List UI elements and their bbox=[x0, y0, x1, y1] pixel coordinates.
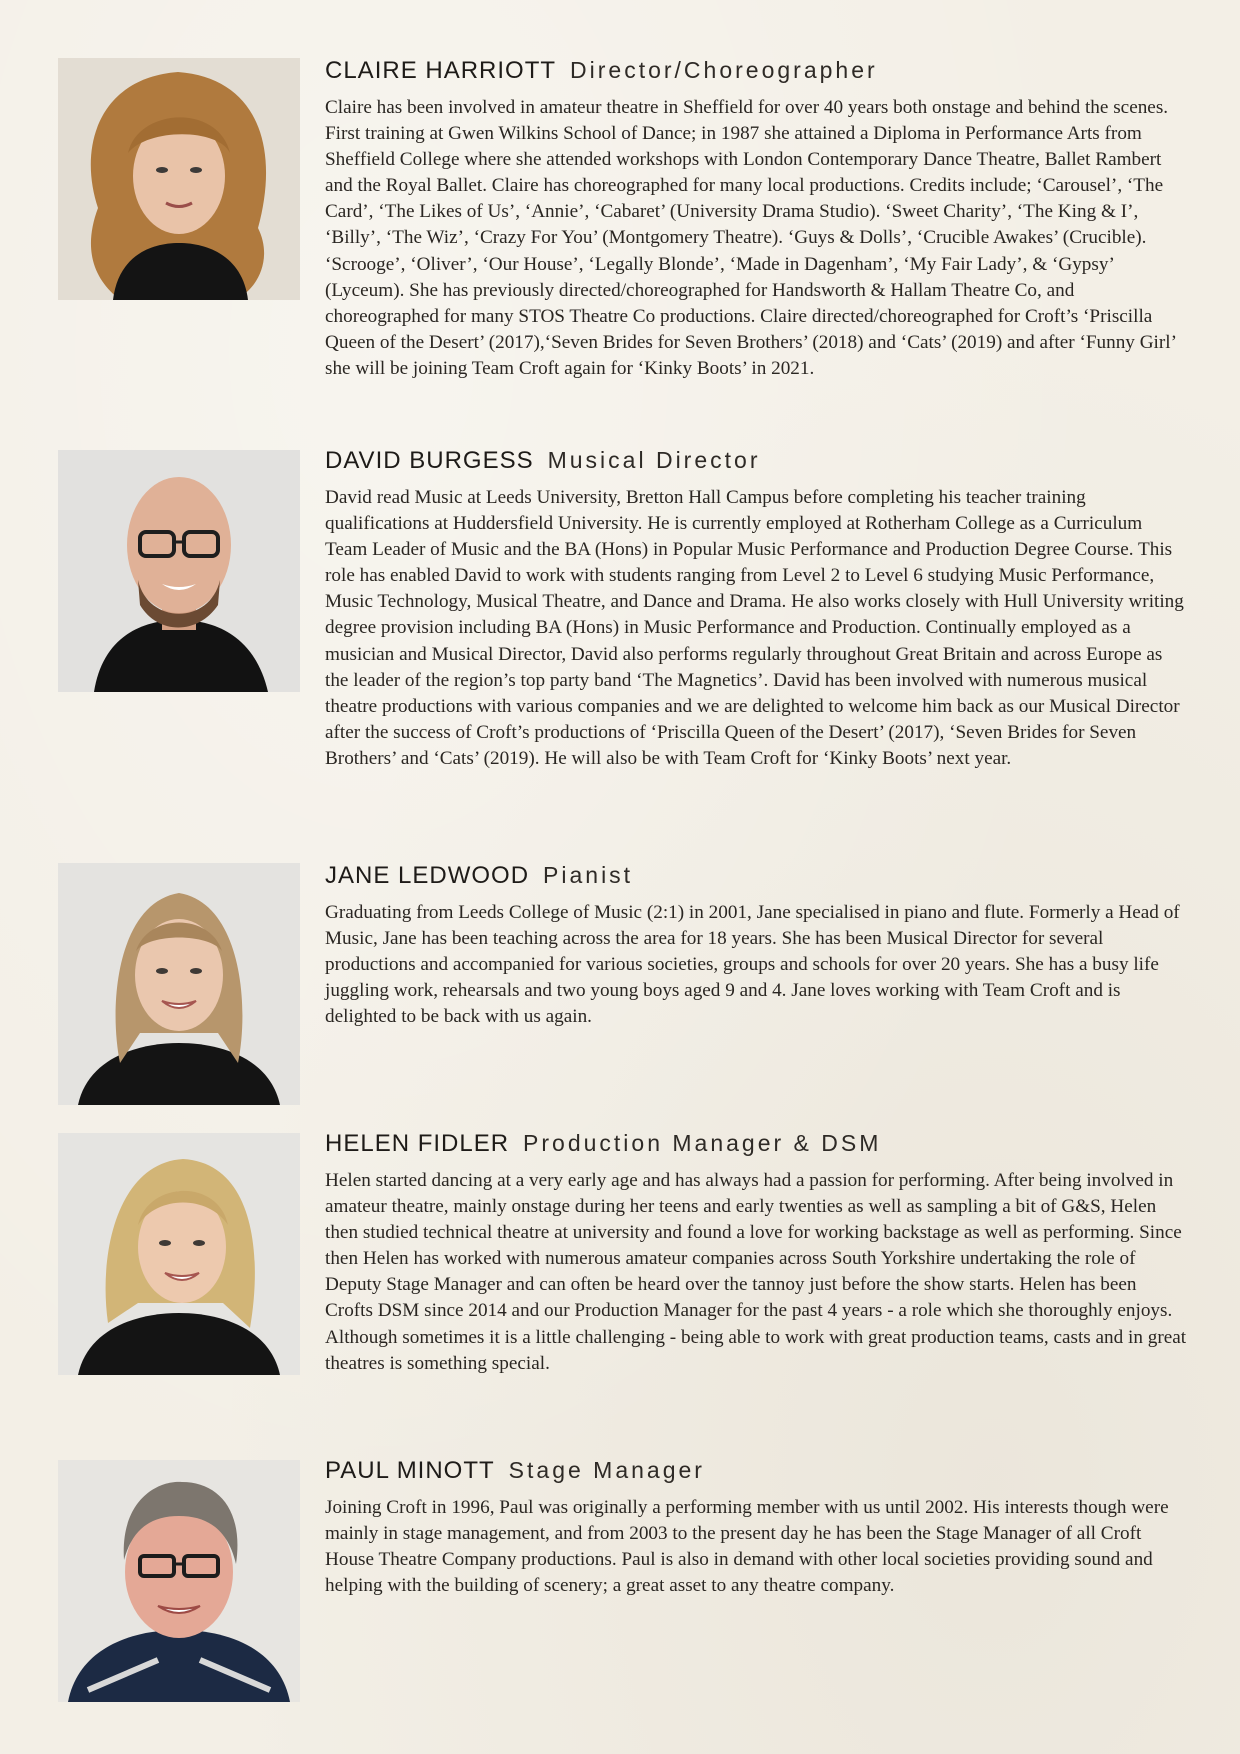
bio-text-block bbox=[325, 55, 1187, 382]
portrait-photo bbox=[58, 1133, 300, 1375]
portrait-man-grey-hair-glasses bbox=[58, 1460, 300, 1702]
bio-text-block bbox=[325, 860, 1187, 1030]
portrait-woman-blonde bbox=[58, 1133, 300, 1375]
portrait-photo bbox=[58, 58, 300, 300]
portrait-photo bbox=[58, 863, 300, 1105]
bio-paragraph: Claire has been involved in amateur theatre in Sheffield for over 40 years both onstage and behind the scenes. First training at Gwen Wilkins School of Dance; in 1987 she attained a Diploma in Performance Arts from Sheffield College where she attended workshops with London Contemporary Dance Theatre, Ballet Rambert and the Royal Ballet. Claire has choreographed for many local productions. Credits include; ‘Carousel’, ‘The Card’, ‘The Likes of Us’, ‘Annie’, ‘Cabaret’ (University Drama Studio). ‘Sweet Charity’, ‘The King & I’, ‘Billy’, ‘The Wiz’, ‘Crazy For You’ (Montgomery Theatre). ‘Guys & Dolls’, ‘Crucible Awakes’ (Crucible). ‘Scrooge’, ‘Oliver’, ‘Our House’, ‘Legally Blonde’, ‘Made in Dagenham’, ‘My Fair Lady’, & ‘Gypsy’ (Lyceum). She has previously directed/choreographed for Handsworth & Hallam Theatre Co, and choreographed for many STOS Theatre Co productions. Claire directed/choreographed for Croft’s ‘Priscilla Queen of the Desert’ (2017),‘Seven Brides for Seven Brothers’ (2018) and ‘Cats’ (2019) and after ‘Funny Girl’ she will be joining Team Croft again for ‘Kinky Boots’ in 2021. bbox=[325, 97, 1176, 379]
bio-heading bbox=[325, 860, 1187, 894]
bio-name: HELEN FIDLER bbox=[325, 1130, 510, 1157]
bio-name: JANE LEDWOOD bbox=[325, 862, 530, 889]
bio-role: Musical Director bbox=[547, 447, 761, 473]
bio-name: CLAIRE HARRIOTT bbox=[325, 57, 557, 84]
bio-role: Production Manager & DSM bbox=[523, 1130, 882, 1156]
bio-heading bbox=[325, 1455, 1187, 1489]
bio-heading bbox=[325, 445, 1187, 479]
portrait-photo bbox=[58, 450, 300, 692]
portrait-woman-curly-hair bbox=[58, 58, 300, 300]
portrait-photo bbox=[58, 1460, 300, 1702]
portrait-man-glasses bbox=[58, 450, 300, 692]
portrait-woman-blonde-bob bbox=[58, 863, 300, 1105]
bio-paragraph: Graduating from Leeds College of Music (2:1) in 2001, Jane specialised in piano and flute. Formerly a Head of Music, Jane has been teaching across the area for 18 years. She has been Musical Director for several productions and accompanied for various societies, groups and schools for over 20 years. She has a busy life juggling work, rehearsals and two young boys aged 9 and 4. Jane loves working with Team Croft and is delighted to be back with us again. bbox=[325, 902, 1180, 1028]
bio-text-block bbox=[325, 445, 1187, 772]
bio-role: Director/Choreographer bbox=[570, 57, 878, 83]
bio-paragraph: Joining Croft in 1996, Paul was originally a performing member with us until 2002. His interests though were mainly in stage management, and from 2003 to the present day he has been the Stage Manager of all Croft House Theatre Company productions. Paul is also in demand with other local societies providing sound and helping with the building of scenery; a great asset to any theatre company. bbox=[325, 1497, 1169, 1597]
bio-name: PAUL MINOTT bbox=[325, 1457, 495, 1484]
bio-paragraph: David read Music at Leeds University, Bretton Hall Campus before completing his teacher training qualifications at Huddersfield University. He is currently employed at Rotherham College as a Curriculum Team Leader of Music and the BA (Hons) in Popular Music Performance and Production Degree Course. This role has enabled David to work with students ranging from Level 2 to Level 6 studying Music Performance, Music Technology, Musical Theatre, and Dance and Drama. He also works closely with Hull University writing degree provision including BA (Hons) in Music Performance and Production. Continually employed as a musician and Musical Director, David also performs regularly throughout Great Britain and across Europe as the leader of the region’s top party band ‘The Magnetics’. David has been involved with numerous musical theatre productions with various companies and we are delighted to welcome him back as our Musical Director after the success of Croft’s productions of ‘Priscilla Queen of the Desert’ (2017), ‘Seven Brides for Seven Brothers’ and ‘Cats’ (2019). He will also be with Team Croft for ‘Kinky Boots’ next year. bbox=[325, 487, 1184, 769]
bio-paragraph: Helen started dancing at a very early age and has always had a passion for performing. After being involved in amateur theatre, mainly onstage during her teens and early twenties as well as sampling a bit of G&S, Helen then studied technical theatre at university and found a love for working backstage as well as performing. Since then Helen has worked with numerous amateur companies across South Yorkshire undertaking the role of Deputy Stage Manager and can often be heard over the tannoy just before the show starts. Helen has been Crofts DSM since 2014 and our Production Manager for the past 4 years - a role which she thoroughly enjoys. Although sometimes it is a little challenging - being able to work with great production teams, casts and in great theatres is something special. bbox=[325, 1170, 1187, 1374]
bio-text-block bbox=[325, 1455, 1187, 1599]
bio-text-block bbox=[325, 1128, 1187, 1377]
bio-name: DAVID BURGESS bbox=[325, 447, 534, 474]
bio-role: Stage Manager bbox=[508, 1457, 705, 1483]
bio-heading bbox=[325, 55, 1187, 89]
bio-role: Pianist bbox=[543, 862, 634, 888]
bio-heading bbox=[325, 1128, 1187, 1162]
